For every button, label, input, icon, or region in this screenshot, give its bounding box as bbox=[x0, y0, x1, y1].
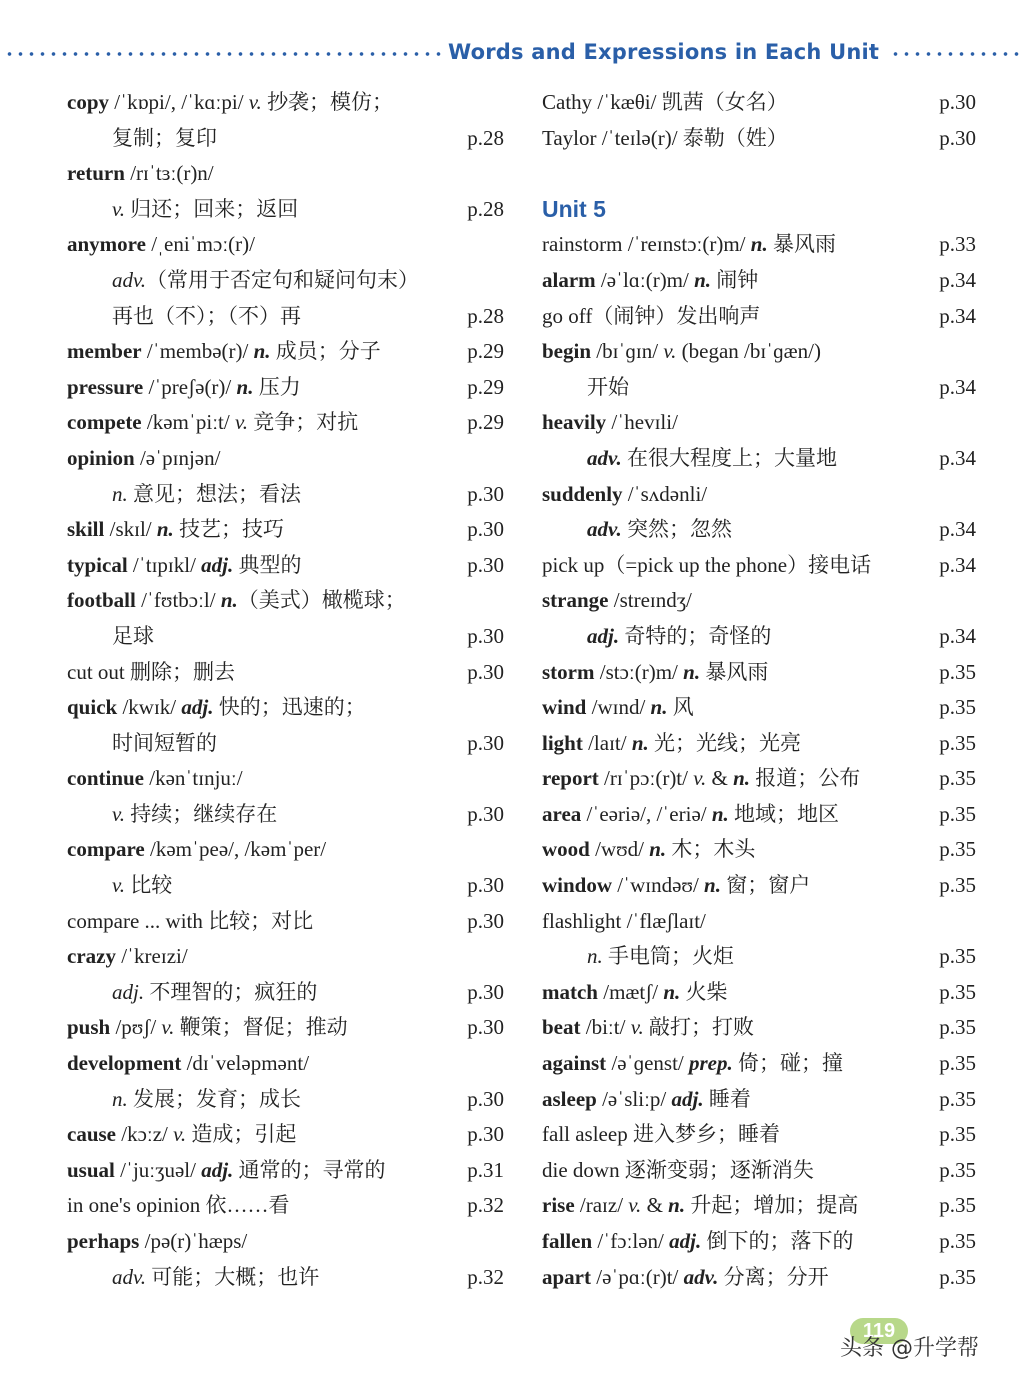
header-title: Words and Expressions in Each Unit bbox=[448, 40, 880, 64]
watermark: 头条 @升学帮 bbox=[840, 1336, 979, 1361]
entry-text: quick /kwɪk/ adj. 快的；迅速的； bbox=[67, 695, 366, 720]
vocab-entry-continuation bbox=[542, 619, 982, 655]
header-dots-left bbox=[4, 51, 444, 57]
vocab-entry bbox=[542, 868, 982, 904]
page-reference: p.29 bbox=[467, 339, 504, 364]
vocab-entry bbox=[67, 405, 507, 441]
vocab-entry bbox=[542, 797, 982, 833]
vocab-entry-continuation bbox=[67, 975, 507, 1011]
vocab-entry bbox=[542, 334, 982, 370]
page-reference: p.34 bbox=[939, 552, 976, 577]
vocab-entry bbox=[542, 1010, 982, 1046]
entry-text: light /laɪt/ n. 光；光线；光亮 bbox=[542, 730, 802, 755]
entry-text: storm /stɔː(r)m/ n. 暴风雨 bbox=[542, 659, 769, 684]
vocab-entry bbox=[67, 939, 507, 975]
page-reference: p.35 bbox=[939, 944, 976, 969]
entry-text: skill /skɪl/ n. 技艺；技巧 bbox=[67, 517, 285, 542]
vocab-entry bbox=[542, 1082, 982, 1118]
entry-text: rise /raɪz/ v. & n. 升起；增加；提高 bbox=[542, 1193, 859, 1218]
entry-text: compete /kəmˈpiːt/ v. 竞争；对抗 bbox=[67, 410, 359, 435]
page-reference: p.30 bbox=[467, 517, 504, 542]
entry-text: apart /əˈpɑː(r)t/ adv. 分离；分开 bbox=[542, 1264, 829, 1289]
entry-text: cause /kɔːz/ v. 造成；引起 bbox=[67, 1122, 297, 1147]
entry-text: adv. 在很大程度上；大量地 bbox=[587, 445, 838, 470]
spacer bbox=[542, 156, 982, 192]
entry-text: Taylor /ˈteɪlə(r)/ 泰勒（姓） bbox=[542, 125, 788, 150]
page-reference: p.30 bbox=[467, 873, 504, 898]
vocab-entry bbox=[542, 405, 982, 441]
entry-text: heavily /ˈhevɪli/ bbox=[542, 410, 678, 435]
vocab-entry bbox=[67, 548, 507, 584]
vocab-entry-continuation bbox=[67, 263, 507, 299]
entry-text: beat /biːt/ v. 敲打；打败 bbox=[542, 1015, 754, 1040]
vocab-entry bbox=[542, 1224, 982, 1260]
vocab-entry bbox=[67, 655, 507, 691]
entry-text: 足球 bbox=[112, 623, 154, 648]
entry-text: copy /ˈkɒpi/, /ˈkɑːpi/ v. 抄袭；模仿； bbox=[67, 90, 394, 114]
vocab-entry bbox=[67, 370, 507, 406]
entry-text: adj. 奇特的；奇怪的 bbox=[587, 623, 772, 648]
vocab-entry bbox=[542, 1046, 982, 1082]
entry-text: begin /bɪˈɡɪn/ v. (began /bɪˈɡæn/) bbox=[542, 339, 822, 364]
vocab-entry bbox=[542, 761, 982, 797]
page-number-badge: 119 bbox=[850, 1318, 908, 1344]
vocab-entry-continuation bbox=[67, 477, 507, 513]
entry-text: return /rɪˈtɜː(r)n/ bbox=[67, 161, 214, 186]
entry-text: member /ˈmembə(r)/ n. 成员；分子 bbox=[67, 339, 381, 364]
vocab-entry-continuation bbox=[67, 797, 507, 833]
vocab-column-right bbox=[542, 85, 982, 1295]
vocab-entry bbox=[542, 1117, 982, 1153]
entry-text: adj. 不理智的；疯狂的 bbox=[112, 979, 318, 1004]
vocab-entry bbox=[67, 1117, 507, 1153]
vocab-entry bbox=[542, 121, 982, 157]
page-reference: p.35 bbox=[939, 837, 976, 862]
page-reference: p.32 bbox=[467, 1264, 504, 1289]
vocab-entry bbox=[542, 655, 982, 691]
entry-text: area /ˈeəriə/, /ˈeriə/ n. 地域；地区 bbox=[542, 801, 840, 826]
vocab-entry bbox=[542, 227, 982, 263]
page-reference: p.28 bbox=[467, 196, 504, 221]
entry-text: anymore /ˌeniˈmɔː(r)/ bbox=[67, 232, 255, 257]
vocab-entry bbox=[542, 85, 982, 121]
vocab-entry bbox=[67, 583, 507, 619]
vocab-entry bbox=[542, 904, 982, 940]
page-reference: p.35 bbox=[939, 1229, 976, 1253]
page-reference: p.30 bbox=[939, 125, 976, 150]
entry-text: development /dɪˈveləpmənt/ bbox=[67, 1051, 310, 1076]
entry-text: adv. 突然；忽然 bbox=[587, 517, 733, 542]
page-reference: p.34 bbox=[939, 623, 976, 648]
entry-text: 复制；复印 bbox=[112, 125, 217, 150]
page-reference: p.35 bbox=[939, 1157, 976, 1182]
entry-text: rainstorm /ˈreɪnstɔː(r)m/ n. 暴风雨 bbox=[542, 232, 836, 257]
entry-text: fallen /ˈfɔːlən/ adj. 倒下的；落下的 bbox=[542, 1229, 854, 1253]
page-reference: p.35 bbox=[939, 873, 976, 898]
entry-text: cut out 删除；删去 bbox=[67, 659, 235, 684]
page-reference: p.34 bbox=[939, 445, 976, 470]
page-reference: p.35 bbox=[939, 801, 976, 826]
page-reference: p.30 bbox=[467, 659, 504, 684]
page-reference: p.35 bbox=[939, 766, 976, 791]
entry-text: wind /wɪnd/ n. 风 bbox=[542, 695, 694, 720]
entry-text: flashlight /ˈflæʃlaɪt/ bbox=[542, 908, 706, 933]
vocab-entry-continuation bbox=[542, 370, 982, 406]
vocab-entry bbox=[67, 85, 507, 121]
page-reference: p.35 bbox=[939, 1051, 976, 1076]
vocab-entry bbox=[67, 1046, 507, 1082]
vocab-entry bbox=[67, 1188, 507, 1224]
vocab-entry bbox=[67, 156, 507, 192]
vocab-entry-continuation bbox=[67, 868, 507, 904]
entry-text: wood /wʊd/ n. 木；木头 bbox=[542, 837, 756, 862]
page-reference: p.33 bbox=[939, 232, 976, 257]
page-reference: p.30 bbox=[467, 552, 504, 577]
entry-text: n. 发展；发育；成长 bbox=[112, 1086, 301, 1111]
entry-text: asleep /əˈsliːp/ adj. 睡着 bbox=[542, 1086, 751, 1111]
entry-text: usual /ˈjuːʒuəl/ adj. 通常的；寻常的 bbox=[67, 1157, 386, 1182]
page-reference: p.30 bbox=[467, 1122, 504, 1147]
vocab-entry-continuation bbox=[67, 299, 507, 335]
page-reference: p.28 bbox=[467, 303, 504, 328]
vocab-entry-continuation bbox=[67, 1260, 507, 1296]
vocab-entry bbox=[67, 227, 507, 263]
entry-text: v. 归还；回来；返回 bbox=[112, 196, 299, 221]
entry-text: v. 持续；继续存在 bbox=[112, 801, 278, 826]
entry-text: n. 意见；想法；看法 bbox=[112, 481, 301, 506]
vocab-entry bbox=[542, 690, 982, 726]
page-reference: p.30 bbox=[939, 90, 976, 114]
vocab-entry bbox=[542, 832, 982, 868]
page-reference: p.29 bbox=[467, 410, 504, 435]
entry-text: v. 比较 bbox=[112, 873, 173, 898]
vocab-entry bbox=[542, 477, 982, 513]
header-dots-right bbox=[890, 51, 1020, 57]
entry-text: continue /kənˈtɪnjuː/ bbox=[67, 766, 243, 791]
vocab-entry-continuation bbox=[542, 512, 982, 548]
vocab-entry bbox=[67, 904, 507, 940]
vocab-entry-continuation bbox=[67, 192, 507, 228]
vocab-entry-continuation bbox=[67, 726, 507, 762]
entry-text: 时间短暂的 bbox=[112, 730, 217, 755]
page-reference: p.30 bbox=[467, 979, 504, 1004]
unit-heading: Unit 5 bbox=[542, 195, 606, 222]
page-reference: p.31 bbox=[467, 1157, 504, 1182]
vocab-entry bbox=[67, 1010, 507, 1046]
entry-text: football /ˈfʊtbɔːl/ n.（美式）橄榄球； bbox=[67, 588, 406, 613]
entry-text: adv. 可能；大概；也许 bbox=[112, 1264, 320, 1289]
page-reference: p.29 bbox=[467, 374, 504, 399]
page-reference: p.35 bbox=[939, 1015, 976, 1040]
vocab-entry bbox=[67, 1224, 507, 1260]
entry-text: strange /streɪndʒ/ bbox=[542, 588, 692, 613]
entry-text: typical /ˈtɪpɪkl/ adj. 典型的 bbox=[67, 552, 302, 577]
entry-text: Cathy /ˈkæθi/ 凯茜（女名） bbox=[542, 90, 788, 114]
page-reference: p.30 bbox=[467, 730, 504, 755]
page-reference: p.35 bbox=[939, 695, 976, 720]
vocab-entry-continuation bbox=[542, 441, 982, 477]
vocab-entry bbox=[542, 726, 982, 762]
page-reference: p.35 bbox=[939, 979, 976, 1004]
vocab-entry bbox=[67, 334, 507, 370]
page-header bbox=[0, 38, 1024, 72]
entry-text: die down 逐渐变弱；逐渐消失 bbox=[542, 1157, 814, 1182]
vocab-entry bbox=[67, 1153, 507, 1189]
entry-text: 开始 bbox=[587, 374, 629, 399]
entry-text: alarm /əˈlɑː(r)m/ n. 闹钟 bbox=[542, 267, 759, 292]
vocab-entry bbox=[67, 832, 507, 868]
page-reference: p.35 bbox=[939, 1086, 976, 1111]
entry-text: match /mætʃ/ n. 火柴 bbox=[542, 979, 728, 1004]
page-reference: p.30 bbox=[467, 623, 504, 648]
vocab-entry bbox=[67, 761, 507, 797]
vocab-entry bbox=[542, 1188, 982, 1224]
page-reference: p.30 bbox=[467, 481, 504, 506]
page-reference: p.35 bbox=[939, 730, 976, 755]
entry-text: n. 手电筒；火炬 bbox=[587, 944, 734, 969]
page-reference: p.30 bbox=[467, 1015, 504, 1040]
page-reference: p.35 bbox=[939, 1122, 976, 1147]
page-reference: p.34 bbox=[939, 374, 976, 399]
entry-text: in one's opinion 依……看 bbox=[67, 1193, 290, 1218]
page-reference: p.30 bbox=[467, 908, 504, 933]
entry-text: opinion /əˈpɪnjən/ bbox=[67, 445, 221, 470]
entry-text: adv.（常用于否定句和疑问句末） bbox=[112, 267, 420, 292]
vocab-entry-continuation bbox=[67, 1082, 507, 1118]
vocab-entry-continuation bbox=[67, 121, 507, 157]
vocab-entry bbox=[542, 975, 982, 1011]
vocab-entry-continuation bbox=[542, 939, 982, 975]
entry-text: against /əˈɡenst/ prep. 倚；碰；撞 bbox=[542, 1051, 843, 1076]
page-reference: p.34 bbox=[939, 303, 976, 328]
vocab-entry-continuation bbox=[67, 619, 507, 655]
page-reference: p.28 bbox=[467, 125, 504, 150]
entry-text: push /pʊʃ/ v. 鞭策；督促；推动 bbox=[67, 1015, 348, 1040]
vocab-column-left bbox=[67, 85, 507, 1295]
entry-text: crazy /ˈkreɪzi/ bbox=[67, 944, 188, 969]
page-reference: p.35 bbox=[939, 1193, 976, 1218]
vocab-entry bbox=[542, 1260, 982, 1296]
entry-text: suddenly /ˈsʌdənli/ bbox=[542, 481, 708, 506]
vocab-entry bbox=[67, 690, 507, 726]
vocab-entry bbox=[542, 583, 982, 619]
page-reference: p.30 bbox=[467, 1086, 504, 1111]
page-reference: p.34 bbox=[939, 267, 976, 292]
entry-text: 再也（不）；（不）再 bbox=[112, 303, 301, 328]
entry-text: fall asleep 进入梦乡；睡着 bbox=[542, 1122, 780, 1147]
vocab-entry bbox=[67, 441, 507, 477]
vocab-entry bbox=[542, 299, 982, 335]
page-reference: p.35 bbox=[939, 659, 976, 684]
entry-text: window /ˈwɪndəʊ/ n. 窗；窗户 bbox=[542, 873, 811, 898]
page-reference: p.35 bbox=[939, 1264, 976, 1289]
entry-text: go off（闹钟）发出响声 bbox=[542, 303, 761, 328]
entry-text: perhaps /pə(r)ˈhæps/ bbox=[67, 1229, 248, 1253]
page-reference: p.34 bbox=[939, 517, 976, 542]
page-reference: p.32 bbox=[467, 1193, 504, 1218]
entry-text: compare ... with 比较；对比 bbox=[67, 908, 314, 933]
page-reference: p.30 bbox=[467, 801, 504, 826]
vocab-entry bbox=[67, 512, 507, 548]
vocab-entry bbox=[542, 263, 982, 299]
entry-text: pick up（=pick up the phone）接电话 bbox=[542, 552, 872, 577]
entry-text: report /rɪˈpɔː(r)t/ v. & n. 报道；公布 bbox=[542, 766, 861, 791]
entry-text: pressure /ˈpreʃə(r)/ n. 压力 bbox=[67, 374, 301, 399]
entry-text: compare /kəmˈpeə/, /kəmˈper/ bbox=[67, 837, 327, 862]
vocab-entry bbox=[542, 548, 982, 584]
vocab-entry bbox=[542, 1153, 982, 1189]
